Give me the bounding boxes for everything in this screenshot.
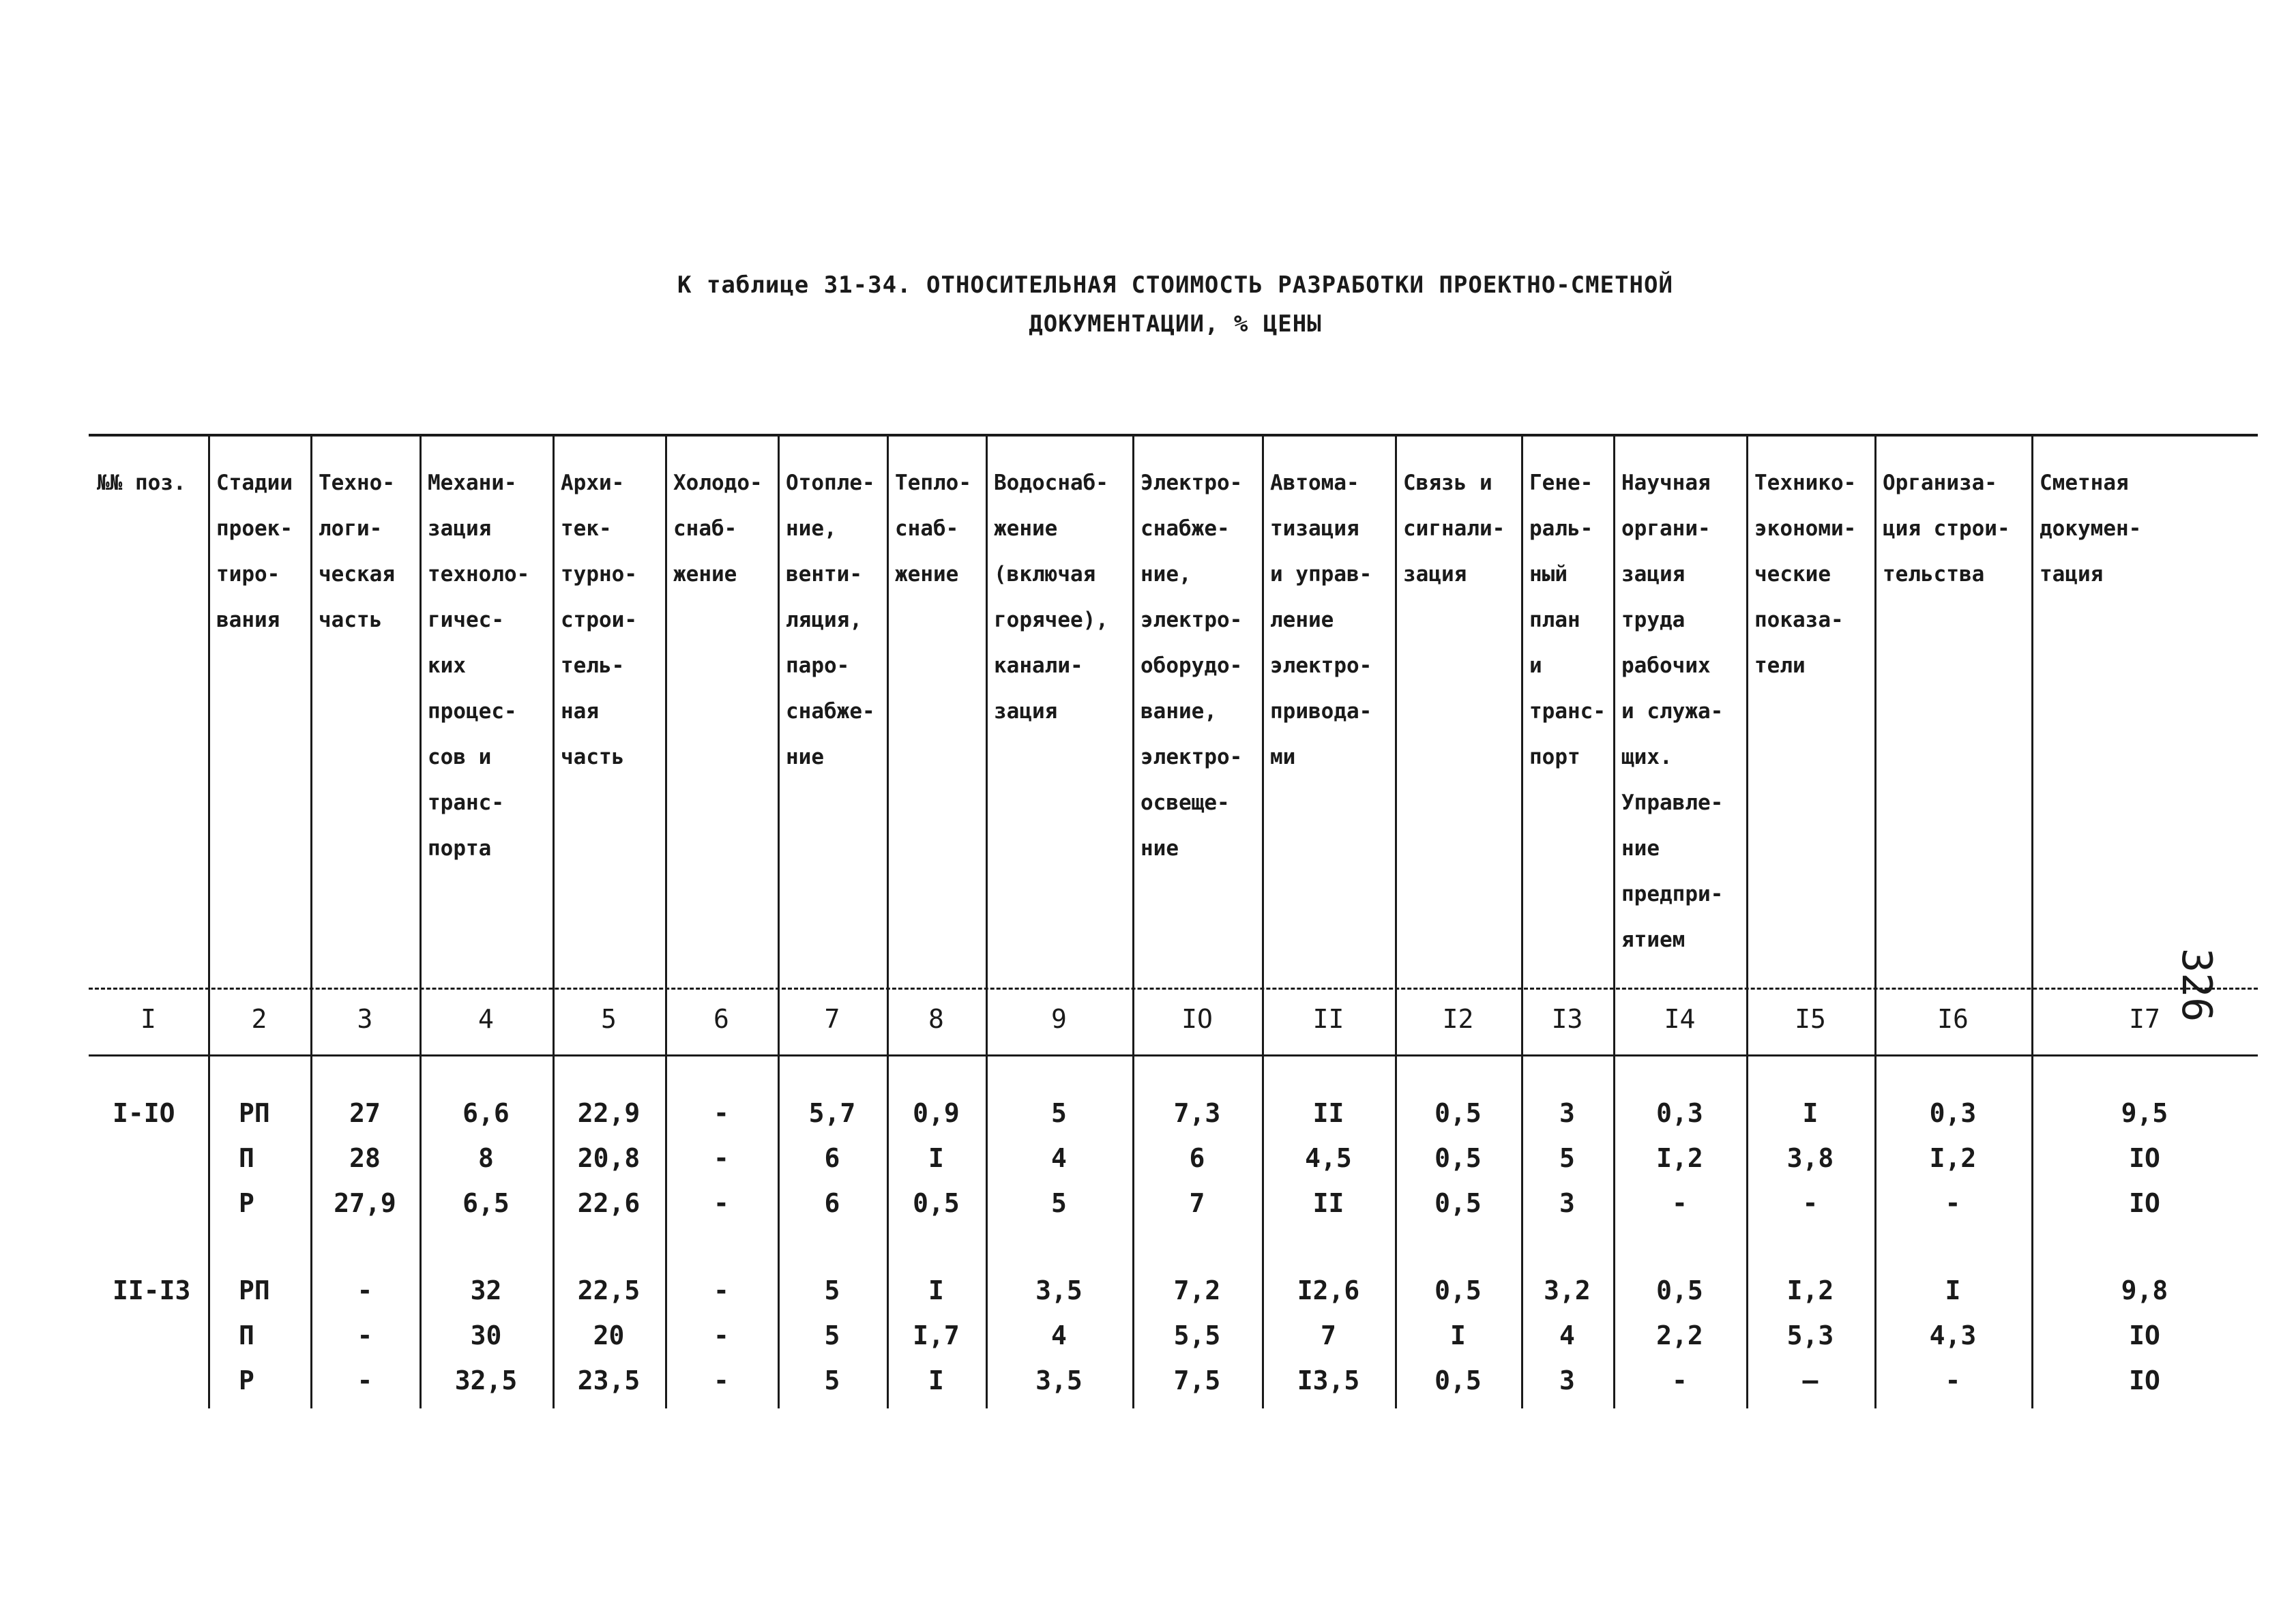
column-header: Научная органи- зация труда рабочих и служа- щих. Управле- ние предпри- ятием — [1621, 471, 1724, 952]
header-bottom-rule — [89, 988, 2258, 990]
column-number: 9 — [1051, 1004, 1067, 1034]
column-number: 2 — [251, 1004, 267, 1034]
column-rule — [1262, 437, 1264, 1408]
column-header: Архи- тек- турно- строи- тель- ная часть — [561, 471, 637, 769]
table-cell: 0,5 — [913, 1188, 960, 1218]
table-cell: - — [713, 1275, 729, 1305]
table-cell: I2,6 — [1297, 1275, 1360, 1305]
table-cell: I — [1945, 1275, 1961, 1305]
table-cell: - — [357, 1275, 373, 1305]
column-header: Холодо- снаб- жение — [673, 471, 763, 587]
table-cell: - — [1945, 1188, 1961, 1218]
table-cell: I,2 — [1786, 1275, 1834, 1305]
column-header: Связь и сигнали- зация — [1403, 471, 1505, 587]
table-cell: I — [1802, 1098, 1819, 1128]
table-cell: 5 — [824, 1365, 840, 1395]
column-number: I3 — [1551, 1004, 1583, 1034]
column-number: 8 — [928, 1004, 944, 1034]
table-cell: I,2 — [1929, 1143, 1977, 1173]
column-number: I2 — [1442, 1004, 1474, 1034]
column-rule — [420, 437, 422, 1408]
column-header: Гене- раль- ный план и транс- порт — [1529, 471, 1606, 769]
table-cell: 28 — [349, 1143, 381, 1173]
column-header: Организа- ция строи- тельства — [1883, 471, 2010, 587]
column-number: 4 — [478, 1004, 494, 1034]
table-cell: — — [1802, 1365, 1819, 1395]
column-number: I6 — [1937, 1004, 1969, 1034]
table-cell: 3 — [1559, 1188, 1575, 1218]
column-number: I — [141, 1004, 156, 1034]
column-number: I5 — [1795, 1004, 1826, 1034]
table-cell: 0,5 — [1656, 1275, 1703, 1305]
column-rule — [1521, 437, 1523, 1408]
table-cell: 27 — [349, 1098, 381, 1128]
table-cell: - — [713, 1320, 729, 1350]
column-header: Стадии проек- тиро- вания — [216, 471, 293, 632]
column-number: II — [1312, 1004, 1344, 1034]
table-cell: 9,5 — [2121, 1098, 2168, 1128]
table-cell: 6 — [824, 1188, 840, 1218]
table-cell: 7 — [1321, 1320, 1336, 1350]
table-cell: 3 — [1559, 1098, 1575, 1128]
table-cell: - — [713, 1188, 729, 1218]
table-cell: IO — [2129, 1320, 2160, 1350]
design-stage: РП — [239, 1098, 270, 1128]
table-cell: 7,3 — [1173, 1098, 1221, 1128]
column-rule — [1746, 437, 1748, 1408]
design-stage: Р — [239, 1365, 254, 1395]
document-title-line-1: К таблице 31-34. ОТНОСИТЕЛЬНАЯ СТОИМОСТЬ РАЗРАБОТКИ ПРОЕКТНО-СМЕТНОЙ — [677, 271, 1673, 299]
table-cell: 3,8 — [1786, 1143, 1834, 1173]
column-header: Механи- зация техноло- гичес- ких процес- сов и транс- порта — [428, 471, 530, 861]
table-cell: 2,2 — [1656, 1320, 1703, 1350]
table-cell: 9,8 — [2121, 1275, 2168, 1305]
design-stage: П — [239, 1320, 254, 1350]
column-rule — [310, 437, 312, 1408]
table-top-rule — [89, 434, 2258, 437]
column-header: Водоснаб- жение (включая горячее), канали- зация — [994, 471, 1108, 724]
table-cell: 20,8 — [577, 1143, 641, 1173]
table-cell: - — [357, 1365, 373, 1395]
table-cell: 4,3 — [1929, 1320, 1977, 1350]
table-cell: - — [713, 1365, 729, 1395]
position-range: I-IO — [113, 1098, 175, 1128]
column-header: №№ поз. — [97, 471, 186, 495]
table-cell: 4,5 — [1305, 1143, 1352, 1173]
table-cell: 22,5 — [577, 1275, 641, 1305]
column-number: 7 — [824, 1004, 840, 1034]
table-cell: 20 — [593, 1320, 625, 1350]
design-stage: Р — [239, 1188, 254, 1218]
column-rule — [553, 437, 555, 1408]
position-range: II-I3 — [113, 1275, 191, 1305]
table-cell: 0,3 — [1656, 1098, 1703, 1128]
table-cell: 30 — [470, 1320, 502, 1350]
column-rule — [887, 437, 889, 1408]
table-cell: 22,6 — [577, 1188, 641, 1218]
table-cell: - — [1802, 1188, 1819, 1218]
table-cell: 7,2 — [1173, 1275, 1221, 1305]
table-cell: 5,5 — [1173, 1320, 1221, 1350]
column-header: Техно- логи- ческая часть — [319, 471, 395, 632]
table-cell: - — [1945, 1365, 1961, 1395]
table-cell: 5 — [824, 1320, 840, 1350]
table-cell: 5,7 — [808, 1098, 856, 1128]
table-cell: 0,5 — [1434, 1143, 1482, 1173]
table-cell: I — [1450, 1320, 1466, 1350]
column-header: Тепло- снаб- жение — [895, 471, 971, 587]
table-cell: 0,5 — [1434, 1275, 1482, 1305]
document-title-line-2: ДОКУМЕНТАЦИИ, % ЦЕНЫ — [1029, 310, 1322, 338]
column-rule — [1613, 437, 1615, 1408]
table-cell: 6,5 — [462, 1188, 510, 1218]
design-stage: П — [239, 1143, 254, 1173]
column-rule — [1132, 437, 1134, 1408]
table-cell: II — [1312, 1098, 1344, 1128]
column-number: 3 — [357, 1004, 373, 1034]
table-cell: I,7 — [913, 1320, 960, 1350]
table-cell: 32,5 — [454, 1365, 518, 1395]
table-cell: 3,5 — [1035, 1365, 1083, 1395]
table-cell: - — [357, 1320, 373, 1350]
table-cell: 4 — [1559, 1320, 1575, 1350]
table-cell: 22,9 — [577, 1098, 641, 1128]
table-cell: 3,2 — [1544, 1275, 1591, 1305]
table-cell: IO — [2129, 1188, 2160, 1218]
design-stage: РП — [239, 1275, 270, 1305]
table-cell: 6 — [1189, 1143, 1205, 1173]
table-cell: 5 — [1051, 1098, 1067, 1128]
table-cell: 5 — [1559, 1143, 1575, 1173]
column-rule — [1874, 437, 1876, 1408]
table-cell: I,2 — [1656, 1143, 1703, 1173]
column-number: I7 — [2129, 1004, 2160, 1034]
table-cell: 4 — [1051, 1143, 1067, 1173]
column-number: IO — [1181, 1004, 1213, 1034]
table-cell: 8 — [478, 1143, 494, 1173]
numbers-bottom-rule — [89, 1054, 2258, 1056]
table-cell: - — [1672, 1188, 1688, 1218]
column-rule — [1395, 437, 1397, 1408]
table-cell: 5 — [1051, 1188, 1067, 1218]
column-rule — [986, 437, 988, 1408]
table-cell: IO — [2129, 1365, 2160, 1395]
table-cell: II — [1312, 1188, 1344, 1218]
column-header: Отопле- ние, венти- ляция, паро- снабже- ние — [786, 471, 875, 769]
table-cell: 4 — [1051, 1320, 1067, 1350]
table-cell: I3,5 — [1297, 1365, 1360, 1395]
table-cell: 0,3 — [1929, 1098, 1977, 1128]
table-cell: 3 — [1559, 1365, 1575, 1395]
table-cell: 23,5 — [577, 1365, 641, 1395]
table-cell: I — [928, 1275, 944, 1305]
table-cell: 0,9 — [913, 1098, 960, 1128]
table-cell: - — [713, 1143, 729, 1173]
table-cell: - — [1672, 1365, 1688, 1395]
column-rule — [208, 437, 210, 1408]
table-cell: 7 — [1189, 1188, 1205, 1218]
page-number: 326 — [2173, 948, 2220, 1022]
table-cell: IO — [2129, 1143, 2160, 1173]
table-cell: I — [928, 1143, 944, 1173]
table-cell: 0,5 — [1434, 1365, 1482, 1395]
column-header: Автома- тизация и управ- ление электро- приводa- ми — [1270, 471, 1372, 769]
table-cell: 6 — [824, 1143, 840, 1173]
table-cell: - — [713, 1098, 729, 1128]
column-header: Электро- снабже- ние, электро- оборудо- вание, электро- освеще- ние — [1140, 471, 1243, 861]
table-cell: 0,5 — [1434, 1188, 1482, 1218]
column-rule — [665, 437, 667, 1408]
column-header: Технико- экономи- ческие показа- тели — [1754, 471, 1857, 678]
column-rule — [778, 437, 780, 1408]
table-cell: 6,6 — [462, 1098, 510, 1128]
table-cell: 5,3 — [1786, 1320, 1834, 1350]
table-cell: 32 — [470, 1275, 502, 1305]
column-number: 5 — [601, 1004, 617, 1034]
table-cell: 0,5 — [1434, 1098, 1482, 1128]
table-cell: 7,5 — [1173, 1365, 1221, 1395]
column-rule — [2031, 437, 2033, 1408]
table-cell: I — [928, 1365, 944, 1395]
column-number: 6 — [713, 1004, 729, 1034]
column-header: Сметная докумен- тация — [2040, 471, 2142, 587]
table-cell: 27,9 — [334, 1188, 396, 1218]
table-cell: 5 — [824, 1275, 840, 1305]
table-cell: 3,5 — [1035, 1275, 1083, 1305]
column-number: I4 — [1664, 1004, 1696, 1034]
